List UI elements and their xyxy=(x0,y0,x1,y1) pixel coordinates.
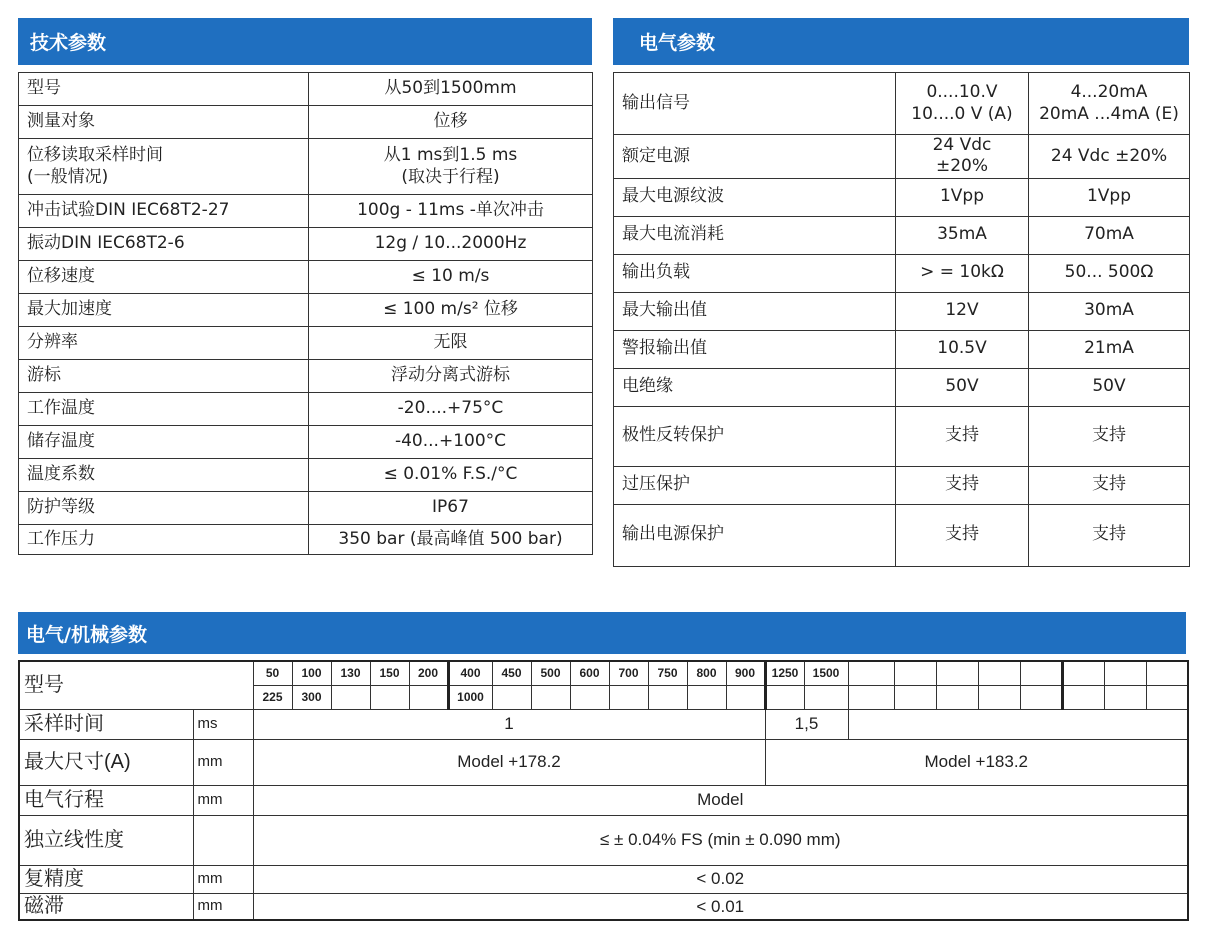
unit-label: mm xyxy=(193,865,253,893)
size-cell: 400 xyxy=(448,661,492,685)
value-all-strokes: Model xyxy=(253,785,1188,815)
elec-row xyxy=(614,504,1190,566)
size-cell: 150 xyxy=(370,661,409,685)
param-label: 最大输出值 xyxy=(614,292,896,330)
current-output-value: 支持 xyxy=(1029,504,1190,566)
mech-params-table xyxy=(18,660,1189,921)
param-value: ≤ 100 m/s² 位移 xyxy=(309,294,593,327)
current-output-value: 21mA xyxy=(1029,330,1190,368)
param-label: 过压保护 xyxy=(614,466,896,504)
tech-row xyxy=(19,459,593,492)
size-cell-empty xyxy=(648,685,687,709)
param-label: 冲击试验DIN IEC68T2-27 xyxy=(19,195,309,228)
tech-row xyxy=(19,228,593,261)
elec-row xyxy=(614,135,1190,179)
param-value: 100g - 11ms -单次冲击 xyxy=(309,195,593,228)
size-cell-empty xyxy=(687,685,726,709)
param-label: 工作温度 xyxy=(19,393,309,426)
value-long-stroke: Model +183.2 xyxy=(765,739,1188,785)
size-cell: 600 xyxy=(570,661,609,685)
current-output-value: 50... 500Ω xyxy=(1029,254,1190,292)
voltage-output-value: 支持 xyxy=(896,466,1029,504)
empty-cell xyxy=(848,709,1188,739)
voltage-output-value: 0....10.V 10....0 V (A) xyxy=(896,73,1029,135)
size-cell-empty xyxy=(409,685,448,709)
current-output-value: 24 Vdc ±20% xyxy=(1029,135,1190,179)
voltage-output-value: 支持 xyxy=(896,406,1029,466)
param-label: 位移读取采样时间 (一般情况) xyxy=(19,139,309,195)
param-value: -20....+75°C xyxy=(309,393,593,426)
tech-row xyxy=(19,525,593,555)
param-label: 输出信号 xyxy=(614,73,896,135)
param-label: 极性反转保护 xyxy=(614,406,896,466)
tech-row xyxy=(19,195,593,228)
elec-row xyxy=(614,216,1190,254)
unit-label xyxy=(193,815,253,865)
param-value: 从50到1500mm xyxy=(309,73,593,106)
size-cell: 300 xyxy=(292,685,331,709)
tech-params-header xyxy=(18,18,592,65)
size-cell: 1250 xyxy=(765,661,804,685)
param-label: 型号 xyxy=(19,73,309,106)
size-cell-empty xyxy=(531,685,570,709)
param-label: 最大加速度 xyxy=(19,294,309,327)
size-cell-empty xyxy=(570,685,609,709)
current-output-value: 1Vpp xyxy=(1029,178,1190,216)
param-label: 独立线性度 xyxy=(19,815,193,865)
value-short-stroke: 1 xyxy=(253,709,765,739)
tech-row xyxy=(19,139,593,195)
param-label: 分辨率 xyxy=(19,327,309,360)
param-value: ≤ 10 m/s xyxy=(309,261,593,294)
param-label: 位移速度 xyxy=(19,261,309,294)
tech-row xyxy=(19,106,593,139)
size-cell-empty xyxy=(1104,685,1146,709)
mech-params-title: 电气/机械参数 xyxy=(26,623,147,646)
param-label: 最大电源纹波 xyxy=(614,178,896,216)
tech-row xyxy=(19,261,593,294)
size-cell: 100 xyxy=(292,661,331,685)
elec-row xyxy=(614,466,1190,504)
elec-params-title: 电气参数 xyxy=(639,32,716,54)
size-cell: 450 xyxy=(492,661,531,685)
elec-row xyxy=(614,292,1190,330)
current-output-value: 4...20mA 20mA ...4mA (E) xyxy=(1029,73,1190,135)
voltage-output-value: 10.5V xyxy=(896,330,1029,368)
unit-label: ms xyxy=(193,709,253,739)
param-value: -40...+100°C xyxy=(309,426,593,459)
param-label: 输出电源保护 xyxy=(614,504,896,566)
mech-row xyxy=(19,815,1188,865)
value-all-strokes: < 0.01 xyxy=(253,893,1188,920)
param-value: IP67 xyxy=(309,492,593,525)
param-label: 输出负载 xyxy=(614,254,896,292)
param-label: 额定电源 xyxy=(614,135,896,179)
current-output-value: 50V xyxy=(1029,368,1190,406)
param-label: 储存温度 xyxy=(19,426,309,459)
param-label: 工作压力 xyxy=(19,525,309,555)
size-cell-empty xyxy=(848,685,894,709)
elec-row xyxy=(614,73,1190,135)
size-cell-empty xyxy=(1020,661,1062,685)
size-cell-empty xyxy=(370,685,409,709)
mech-params-header xyxy=(18,612,1186,654)
mech-row xyxy=(19,709,1188,739)
param-value: 无限 xyxy=(309,327,593,360)
size-cell-empty xyxy=(978,661,1020,685)
size-cell: 900 xyxy=(726,661,765,685)
size-cell: 1000 xyxy=(448,685,492,709)
voltage-output-value: 支持 xyxy=(896,504,1029,566)
size-cell-empty xyxy=(936,661,978,685)
size-cell: 50 xyxy=(253,661,292,685)
value-short-stroke: Model +178.2 xyxy=(253,739,765,785)
param-label: 复精度 xyxy=(19,865,193,893)
model-sizes-row xyxy=(19,661,1188,685)
elec-params-header xyxy=(613,18,1189,65)
param-label: 最大电流消耗 xyxy=(614,216,896,254)
voltage-output-value: 50V xyxy=(896,368,1029,406)
value-all-strokes: ≤ ± 0.04% FS (min ± 0.090 mm) xyxy=(253,815,1188,865)
size-cell-empty xyxy=(1104,661,1146,685)
tech-row xyxy=(19,393,593,426)
current-output-value: 70mA xyxy=(1029,216,1190,254)
tech-row xyxy=(19,360,593,393)
voltage-output-value: 12V xyxy=(896,292,1029,330)
size-cell-empty xyxy=(726,685,765,709)
unit-label: mm xyxy=(193,893,253,920)
param-value: 从1 ms到1.5 ms (取决于行程) xyxy=(309,139,593,195)
model-label: 型号 xyxy=(19,661,253,709)
mech-row xyxy=(19,893,1188,920)
size-cell-empty xyxy=(936,685,978,709)
tech-row xyxy=(19,492,593,525)
size-cell-empty xyxy=(609,685,648,709)
tech-row xyxy=(19,327,593,360)
tech-row xyxy=(19,73,593,106)
param-label: 测量对象 xyxy=(19,106,309,139)
param-label: 最大尺寸(A) xyxy=(19,739,193,785)
tech-params-table xyxy=(18,72,593,555)
param-label: 防护等级 xyxy=(19,492,309,525)
size-cell-empty xyxy=(894,685,936,709)
unit-label: mm xyxy=(193,739,253,785)
size-cell: 700 xyxy=(609,661,648,685)
voltage-output-value: 24 Vdc ±20% xyxy=(896,135,1029,179)
tech-row xyxy=(19,294,593,327)
param-label: 电绝缘 xyxy=(614,368,896,406)
elec-params-table xyxy=(613,72,1190,567)
param-label: 温度系数 xyxy=(19,459,309,492)
size-cell-empty xyxy=(331,685,370,709)
size-cell: 225 xyxy=(253,685,292,709)
value-long-stroke: 1,5 xyxy=(765,709,848,739)
size-cell-empty xyxy=(894,661,936,685)
tech-row xyxy=(19,426,593,459)
size-cell-empty xyxy=(1062,685,1104,709)
voltage-output-value: 1Vpp xyxy=(896,178,1029,216)
size-cell: 500 xyxy=(531,661,570,685)
tech-params-title: 技术参数 xyxy=(30,32,107,54)
size-cell: 200 xyxy=(409,661,448,685)
param-label: 电气行程 xyxy=(19,785,193,815)
param-label: 磁滞 xyxy=(19,893,193,920)
value-all-strokes: < 0.02 xyxy=(253,865,1188,893)
param-value: 350 bar (最高峰值 500 bar) xyxy=(309,525,593,555)
current-output-value: 支持 xyxy=(1029,466,1190,504)
voltage-output-value: 35mA xyxy=(896,216,1029,254)
param-label: 游标 xyxy=(19,360,309,393)
param-label: 警报输出值 xyxy=(614,330,896,368)
param-label: 振动DIN IEC68T2-6 xyxy=(19,228,309,261)
size-cell: 800 xyxy=(687,661,726,685)
size-cell-empty xyxy=(1062,661,1104,685)
mech-row xyxy=(19,865,1188,893)
voltage-output-value: > = 10kΩ xyxy=(896,254,1029,292)
current-output-value: 支持 xyxy=(1029,406,1190,466)
elec-row xyxy=(614,406,1190,466)
size-cell: 1500 xyxy=(804,661,848,685)
size-cell-empty xyxy=(1020,685,1062,709)
size-cell: 130 xyxy=(331,661,370,685)
elec-row xyxy=(614,178,1190,216)
size-cell-empty xyxy=(804,685,848,709)
mech-row xyxy=(19,739,1188,785)
size-cell-empty xyxy=(848,661,894,685)
param-value: 浮动分离式游标 xyxy=(309,360,593,393)
size-cell-empty xyxy=(1146,661,1188,685)
unit-label: mm xyxy=(193,785,253,815)
param-value: 12g / 10...2000Hz xyxy=(309,228,593,261)
size-cell: 750 xyxy=(648,661,687,685)
param-label: 采样时间 xyxy=(19,709,193,739)
param-value: 位移 xyxy=(309,106,593,139)
size-cell-empty xyxy=(765,685,804,709)
param-value: ≤ 0.01% F.S./°C xyxy=(309,459,593,492)
elec-row xyxy=(614,368,1190,406)
current-output-value: 30mA xyxy=(1029,292,1190,330)
size-cell-empty xyxy=(492,685,531,709)
mech-row xyxy=(19,785,1188,815)
size-cell-empty xyxy=(1146,685,1188,709)
size-cell-empty xyxy=(978,685,1020,709)
elec-row xyxy=(614,330,1190,368)
elec-row xyxy=(614,254,1190,292)
